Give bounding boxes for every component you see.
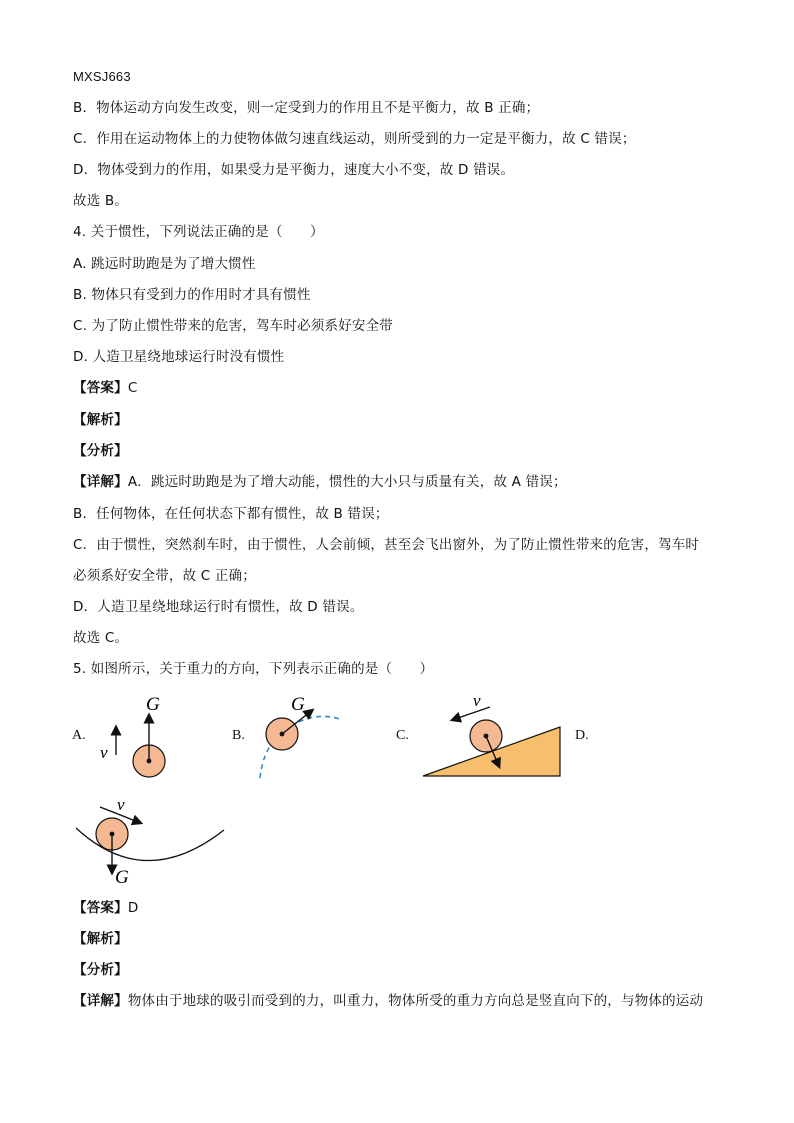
diagram-a: [90, 690, 180, 785]
center-dot: [110, 832, 115, 837]
diagram-d: [70, 790, 230, 890]
question-4-option-b: B. 物体只有受到力的作用时才具有惯性: [73, 287, 311, 303]
detail-line: 故选 C。: [73, 630, 129, 646]
diagram-b: [250, 690, 350, 785]
option-label-a: A.: [72, 728, 86, 743]
fenxi-tag: 【分析】: [73, 962, 128, 978]
question-4-stem: 4. 关于惯性，下列说法正确的是（ ）: [73, 224, 324, 240]
document-code: MXSJ663: [73, 69, 131, 84]
center-dot: [484, 734, 489, 739]
question-4-detail: [73, 473, 567, 491]
gravity-label: G: [291, 694, 305, 715]
question-4-answer: [73, 379, 137, 397]
detail-line: D．人造卫星绕地球运行时有惯性，故 D 错误。: [73, 599, 364, 615]
analysis-tag: 【解析】: [73, 412, 128, 428]
fenxi-tag: 【分析】: [73, 443, 128, 459]
analysis-tag: 【解析】: [73, 931, 128, 947]
question-4-option-c: C. 为了防止惯性带来的危害，驾车时必须系好安全带: [73, 318, 394, 334]
center-dot: [147, 759, 152, 764]
option-label-b: B.: [232, 728, 245, 743]
detail-text: A．跳远时助跑是为了增大动能，惯性的大小只与质量有关，故 A 错误；: [127, 474, 567, 490]
velocity-label: v: [100, 743, 108, 762]
velocity-label: v: [473, 691, 481, 710]
question-5-stem: 5. 如图所示，关于重力的方向，下列表示正确的是（ ）: [73, 661, 434, 677]
question-5-detail: [73, 992, 703, 1010]
detail-tag: 【详解】: [73, 993, 128, 1009]
question-4-option-a: A. 跳远时助跑是为了增大惯性: [73, 256, 256, 272]
answer-value: D: [127, 900, 139, 916]
detail-line: B．任何物体，在任何状态下都有惯性，故 B 错误；: [73, 506, 389, 522]
detail-text: 物体由于地球的吸引而受到的力，叫重力，物体所受的重力方向总是竖直向下的，与物体的运动: [127, 993, 704, 1009]
option-label-d: D.: [575, 728, 589, 743]
explanation-line: 故选 B。: [73, 193, 129, 209]
explanation-line: B．物体运动方向发生改变，则一定受到力的作用且不是平衡力，故 B 正确；: [73, 100, 540, 116]
explanation-line: C．作用在运动物体上的力使物体做匀速直线运动，则所受到的力一定是平衡力，故 C 错误；: [73, 131, 636, 147]
answer-value: C: [127, 380, 138, 396]
question-5-answer: [73, 899, 138, 917]
gravity-label: G: [146, 694, 160, 715]
answer-tag: 【答案】: [73, 900, 128, 916]
diagram-c: [418, 690, 563, 785]
detail-line: 必须系好安全带，故 C 正确；: [73, 568, 257, 584]
detail-line: C．由于惯性，突然刹车时，由于惯性，人会前倾，甚至会飞出窗外，为了防止惯性带来的危害，驾车时: [73, 537, 700, 553]
explanation-line: D．物体受到力的作用，如果受力是平衡力，速度大小不变，故 D 错误。: [73, 162, 515, 178]
gravity-label: G: [115, 867, 129, 888]
question-4-option-d: D. 人造卫星绕地球运行时没有惯性: [73, 349, 285, 365]
answer-tag: 【答案】: [73, 380, 128, 396]
detail-tag: 【详解】: [73, 474, 128, 490]
option-label-c: C.: [396, 728, 409, 743]
velocity-label: v: [117, 795, 125, 814]
center-dot: [280, 732, 285, 737]
